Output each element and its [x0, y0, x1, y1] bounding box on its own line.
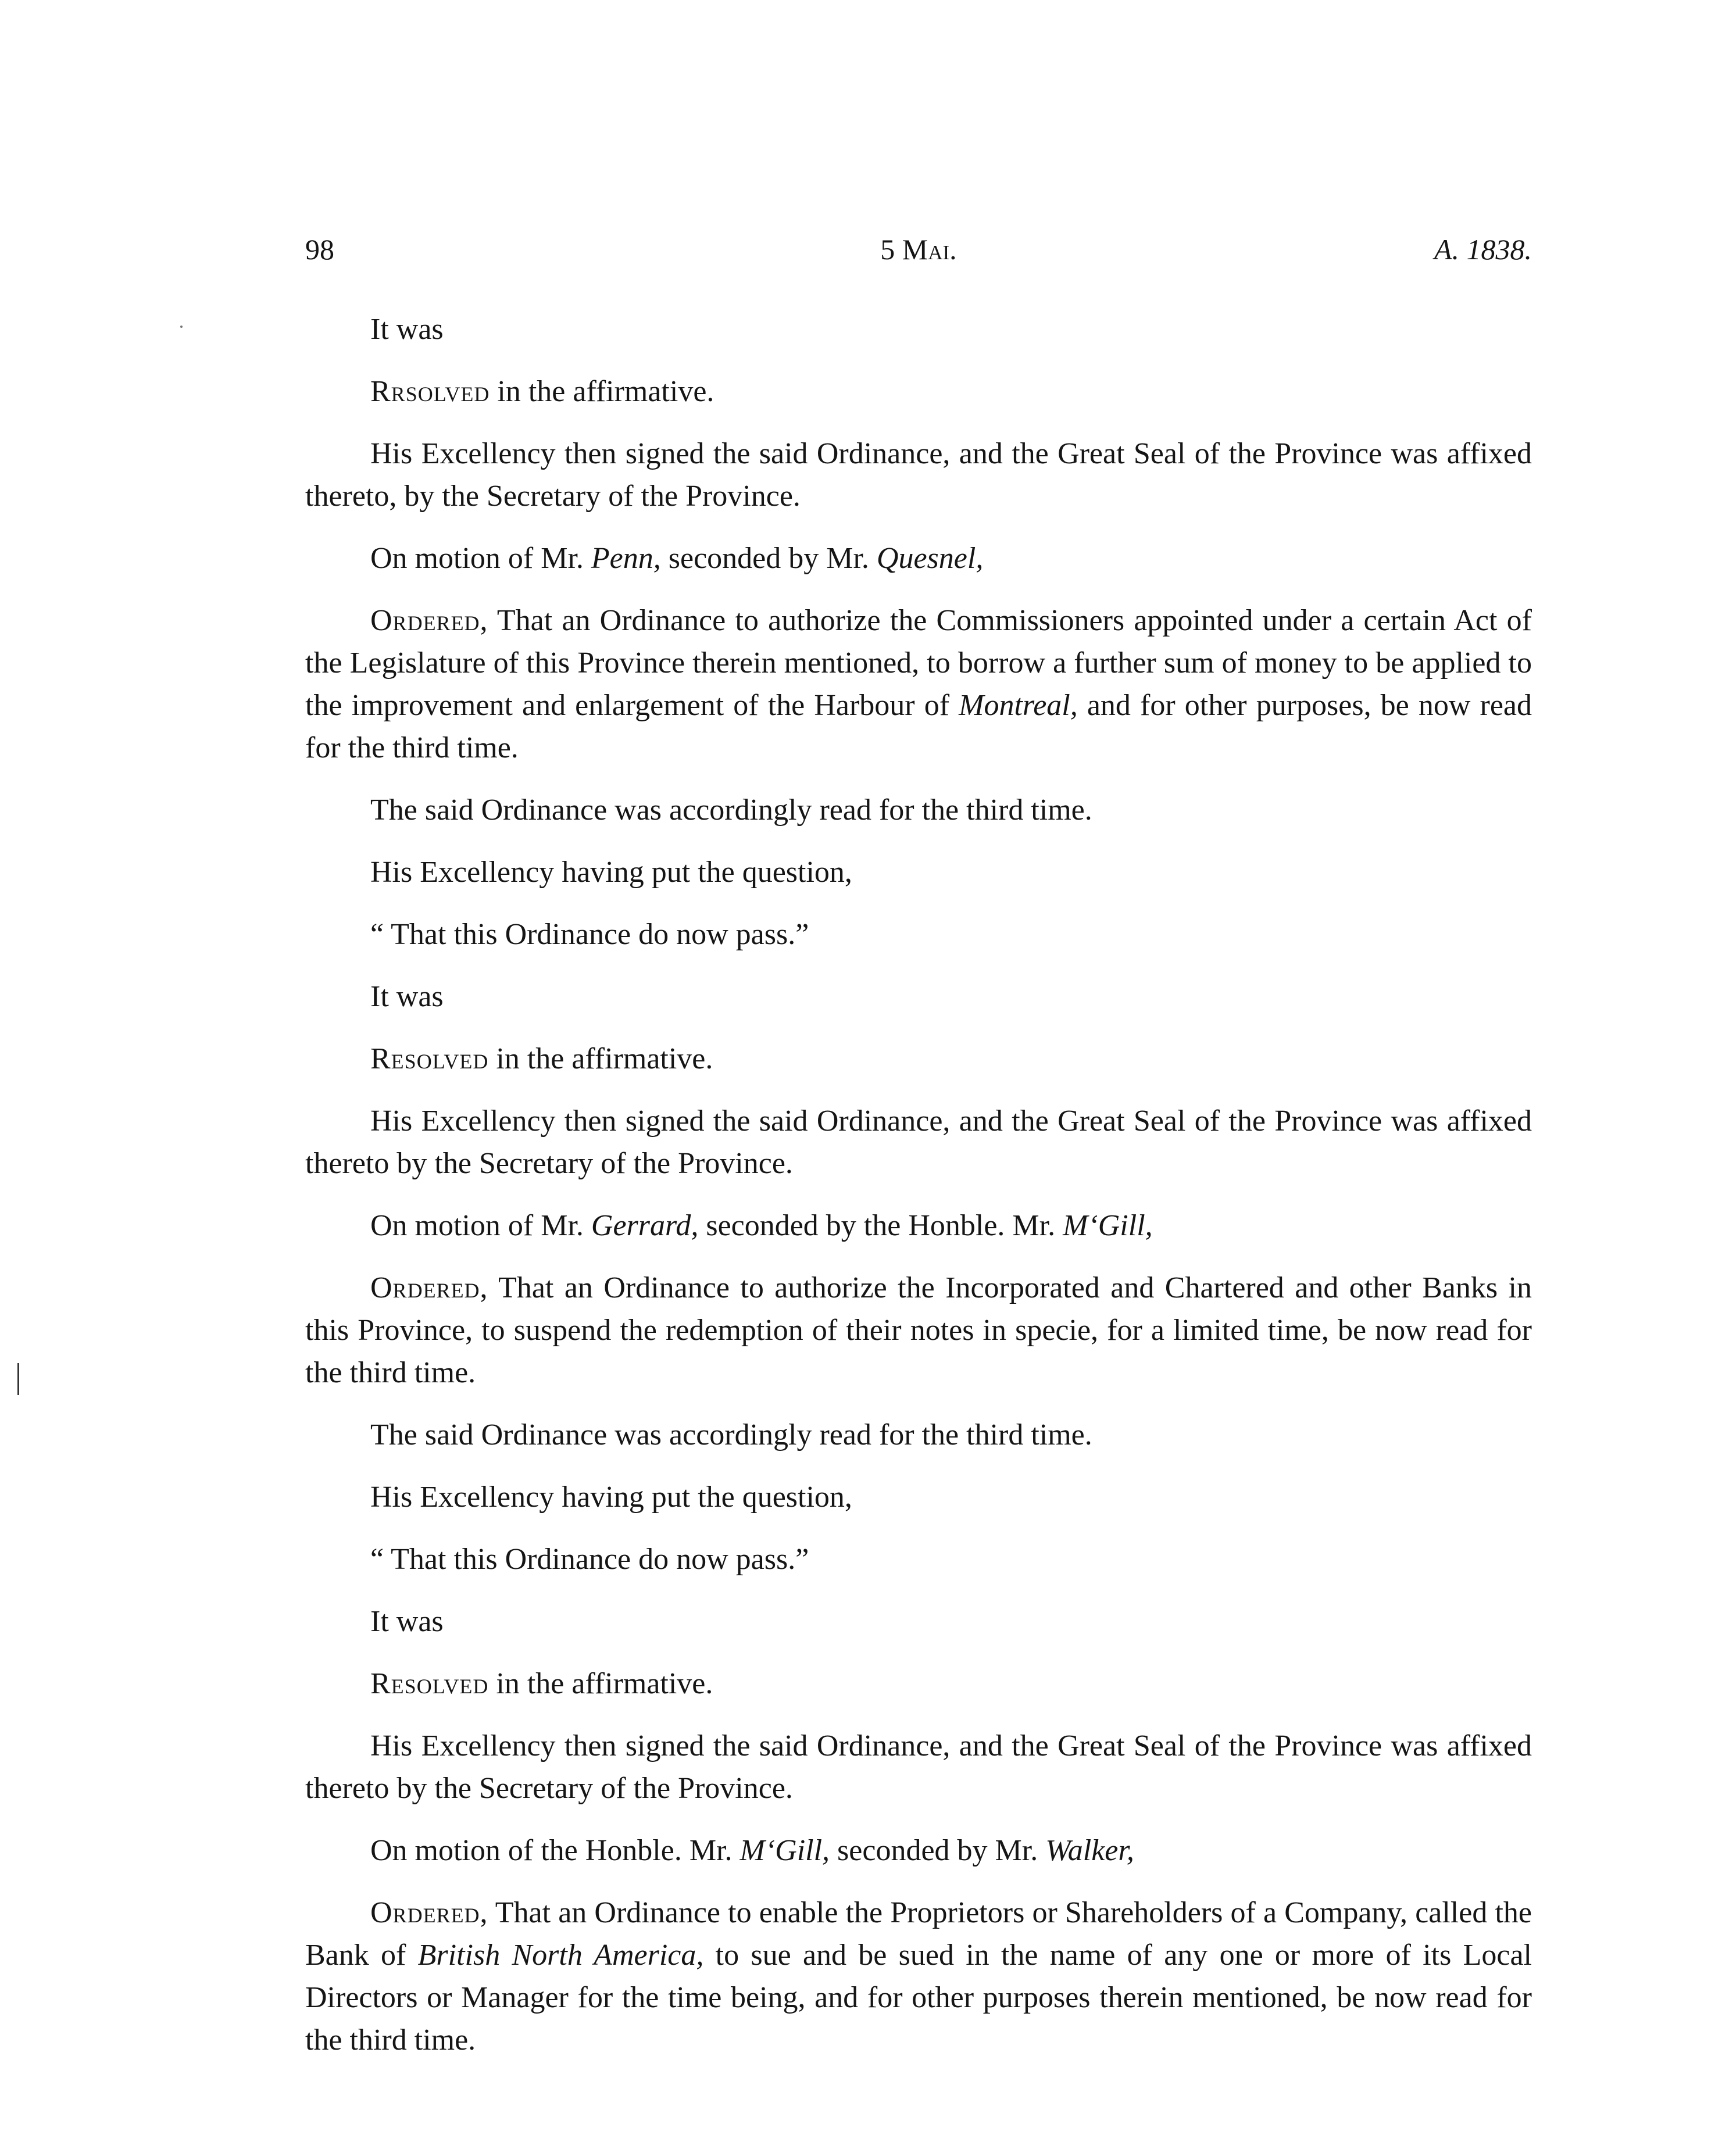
text-segment: That an Ordinance to authorize the Commissioners appointed under a certain Act of the Legislature of this Province therein mentioned, to borrow a further sum of money to be applied to the improvement and enlargement of the Harbour of	[305, 604, 1532, 722]
text-segment: to sue and be sued in the name of any one or more of its Local Directors or Manager for the time being, and for other purposes therein mentioned, be now read for the third time.	[305, 1939, 1532, 2057]
paragraph	[305, 1829, 1532, 1872]
italic-text: Montreal,	[959, 689, 1078, 722]
text-segment: in the affirmative.	[488, 1042, 713, 1075]
text-segment: On motion of the Honble. Mr.	[370, 1834, 740, 1867]
paragraph	[305, 1476, 1532, 1518]
italic-text: British North America,	[417, 1939, 704, 1972]
italic-text: M‘Gill,	[1063, 1209, 1153, 1242]
document-body	[305, 308, 1532, 2081]
text-segment: His Excellency then signed the said Ordinance, and the Great Seal of the Province was affixed thereto, by the Secretary of the Province.	[305, 437, 1532, 513]
paragraph	[305, 1600, 1532, 1643]
paragraph	[305, 975, 1532, 1018]
text-segment: On motion of Mr.	[370, 1209, 591, 1242]
paragraph	[305, 1100, 1532, 1185]
paragraph	[305, 1662, 1532, 1705]
paragraph	[305, 599, 1532, 769]
paragraph	[305, 432, 1532, 517]
header-date-month: Mai.	[902, 233, 957, 266]
paragraph	[305, 913, 1532, 956]
text-segment: That an Ordinance to authorize the Incorporated and Chartered and other Banks in this Province, to suspend the redemption of their notes in specie, for a limited time, be now read for the third time.	[305, 1271, 1532, 1389]
italic-text: Quesnel,	[876, 542, 984, 575]
keyword-text: Ordered,	[370, 1271, 488, 1304]
text-segment: On motion of Mr.	[370, 542, 591, 575]
text-segment: The said Ordinance was accordingly read for the third time.	[370, 1418, 1092, 1451]
keyword-text: Rrsolved	[370, 375, 490, 408]
text-segment: in the affirmative.	[488, 1667, 713, 1700]
paragraph	[305, 537, 1532, 580]
text-segment: His Excellency having put the question,	[370, 1481, 852, 1514]
paragraph	[305, 851, 1532, 893]
text-segment: “ That this Ordinance do now pass.”	[370, 1543, 809, 1576]
running-header	[305, 233, 1532, 273]
paragraph	[305, 789, 1532, 831]
text-segment: “ That this Ordinance do now pass.”	[370, 918, 809, 951]
text-segment: seconded by Mr.	[660, 542, 877, 575]
text-segment: in the affirmative.	[490, 375, 714, 408]
text-segment: It was	[370, 1605, 444, 1638]
italic-text: Gerrard,	[591, 1209, 699, 1242]
italic-text: M‘Gill,	[739, 1834, 830, 1867]
text-segment: The said Ordinance was accordingly read for the third time.	[370, 793, 1092, 827]
paragraph	[305, 1892, 1532, 2061]
italic-text: Penn,	[591, 542, 661, 575]
text-segment: It was	[370, 980, 444, 1013]
paragraph	[305, 1538, 1532, 1581]
paragraph	[305, 308, 1532, 351]
page-number: 98	[305, 233, 334, 266]
margin-mark	[17, 1363, 19, 1395]
keyword-text: Resolved	[370, 1667, 489, 1700]
text-segment: It was	[370, 313, 444, 346]
paragraph	[305, 1267, 1532, 1394]
text-segment: That an Ordinance to enable the Proprietors or Shareholders of a Company, called the Bank of	[305, 1896, 1532, 1972]
paragraph	[305, 370, 1532, 413]
text-segment: His Excellency then signed the said Ordinance, and the Great Seal of the Province was affixed thereto by the Secretary of the Province.	[305, 1729, 1532, 1805]
paragraph	[305, 1204, 1532, 1247]
italic-text: Walker,	[1045, 1834, 1134, 1867]
header-date	[305, 233, 1532, 266]
header-date-day: 5	[880, 233, 895, 266]
paragraph	[305, 1414, 1532, 1456]
keyword-text: Resolved	[370, 1042, 489, 1075]
text-segment: His Excellency then signed the said Ordinance, and the Great Seal of the Province was affixed thereto by the Secretary of the Province.	[305, 1104, 1532, 1180]
text-segment: and for other purposes, be now read for the third time.	[305, 689, 1532, 764]
text-segment: His Excellency having put the question,	[370, 856, 852, 889]
page-speck	[180, 326, 183, 328]
header-year: A. 1838.	[1434, 233, 1532, 266]
text-segment: seconded by the Honble. Mr.	[698, 1209, 1063, 1242]
keyword-text: Ordered,	[370, 1896, 488, 1929]
paragraph	[305, 1725, 1532, 1810]
paragraph	[305, 1038, 1532, 1080]
text-segment: seconded by Mr.	[830, 1834, 1046, 1867]
keyword-text: Ordered,	[370, 604, 488, 637]
